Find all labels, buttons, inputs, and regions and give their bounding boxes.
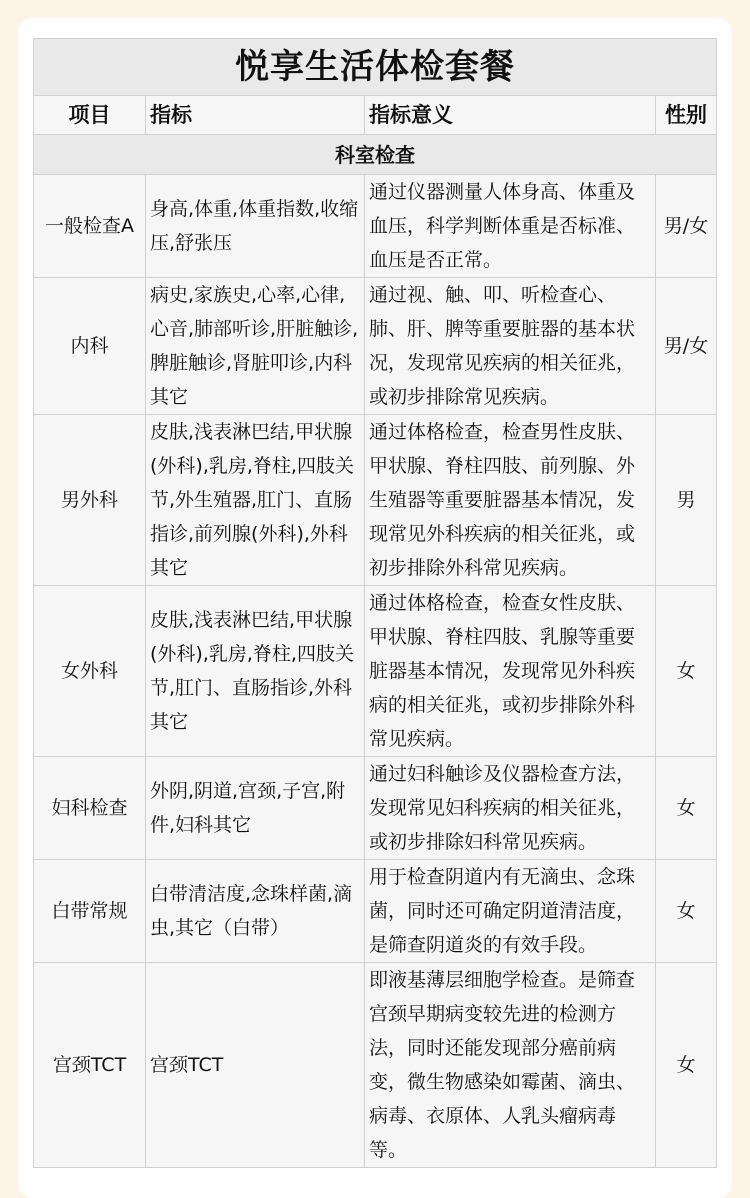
meaning-cell: 通过视、触、叩、听检查心、肺、肝、脾等重要脏器的基本状况，发现常见疾病的相关征兆，或初步排除常见疾病。 — [365, 278, 656, 415]
header-indicator: 指标 — [146, 96, 365, 135]
item-cell: 一般检查A — [34, 175, 146, 278]
header-gender: 性别 — [656, 96, 717, 135]
gender-cell: 女 — [656, 860, 717, 963]
table-row — [34, 586, 717, 757]
meaning-cell: 通过体格检查，检查女性皮肤、甲状腺、脊柱四肢、乳腺等重要脏器基本情况，发现常见外科疾病的相关征兆，或初步排除外科常见疾病。 — [365, 586, 656, 757]
indicator-cell: 病史,家族史,心率,心律,心音,肺部听诊,肝脏触诊,脾脏触诊,肾脏叩诊,内科其它 — [146, 278, 365, 415]
table-row — [34, 860, 717, 963]
section-title: 科室检查 — [34, 135, 717, 175]
meaning-cell: 通过体格检查，检查男性皮肤、甲状腺、脊柱四肢、前列腺、外生殖器等重要脏器基本情况，发现常见外科疾病的相关征兆，或初步排除外科常见疾病。 — [365, 415, 656, 586]
gender-cell: 女 — [656, 963, 717, 1168]
indicator-cell: 白带清洁度,念珠样菌,滴虫,其它（白带） — [146, 860, 365, 963]
indicator-cell: 皮肤,浅表淋巴结,甲状腺(外科),乳房,脊柱,四肢关节,肛门、直肠指诊,外科其它 — [146, 586, 365, 757]
title-row — [34, 39, 717, 96]
package-title: 悦享生活体检套餐 — [34, 39, 717, 96]
table-row — [34, 415, 717, 586]
item-cell: 妇科检查 — [34, 757, 146, 860]
item-cell: 内科 — [34, 278, 146, 415]
table-row — [34, 757, 717, 860]
section-row — [34, 135, 717, 175]
meaning-cell: 通过仪器测量人体身高、体重及血压，科学判断体重是否标准、血压是否正常。 — [365, 175, 656, 278]
exam-package-table — [33, 38, 717, 1168]
item-cell: 女外科 — [34, 586, 146, 757]
indicator-cell: 外阴,阴道,宫颈,子宫,附件,妇科其它 — [146, 757, 365, 860]
item-cell: 男外科 — [34, 415, 146, 586]
header-meaning: 指标意义 — [365, 96, 656, 135]
item-cell: 宫颈TCT — [34, 963, 146, 1168]
header-item: 项目 — [34, 96, 146, 135]
gender-cell: 女 — [656, 586, 717, 757]
meaning-cell: 用于检查阴道内有无滴虫、念珠菌，同时还可确定阴道清洁度，是筛查阴道炎的有效手段。 — [365, 860, 656, 963]
gender-cell: 男/女 — [656, 175, 717, 278]
indicator-cell: 宫颈TCT — [146, 963, 365, 1168]
indicator-cell: 皮肤,浅表淋巴结,甲状腺(外科),乳房,脊柱,四肢关节,外生殖器,肛门、直肠指诊,前列腺(外科),外科其它 — [146, 415, 365, 586]
meaning-cell: 即液基薄层细胞学检查。是筛查宫颈早期病变较先进的检测方法，同时还能发现部分癌前病变，微生物感染如霉菌、滴虫、病毒、衣原体、人乳头瘤病毒等。 — [365, 963, 656, 1168]
gender-cell: 男 — [656, 415, 717, 586]
header-row — [34, 96, 717, 135]
indicator-cell: 身高,体重,体重指数,收缩压,舒张压 — [146, 175, 365, 278]
meaning-cell: 通过妇科触诊及仪器检查方法，发现常见妇科疾病的相关征兆，或初步排除妇科常见疾病。 — [365, 757, 656, 860]
table-row — [34, 278, 717, 415]
gender-cell: 女 — [656, 757, 717, 860]
item-cell: 白带常规 — [34, 860, 146, 963]
table-row — [34, 963, 717, 1168]
gender-cell: 男/女 — [656, 278, 717, 415]
table-row — [34, 175, 717, 278]
